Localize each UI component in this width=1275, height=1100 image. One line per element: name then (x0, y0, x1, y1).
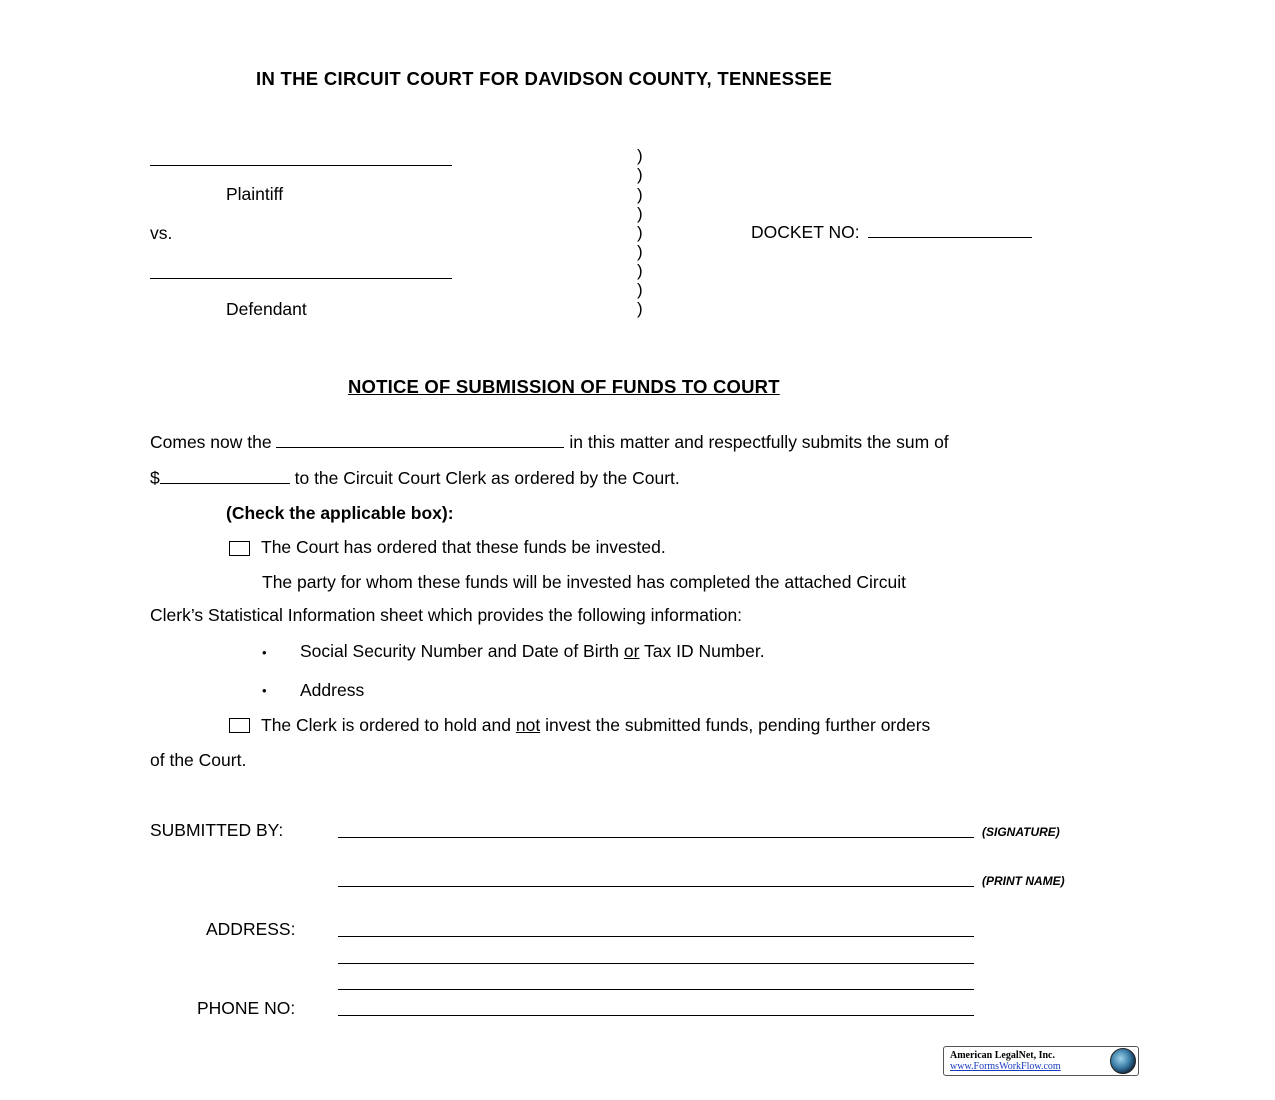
print-name-line[interactable] (338, 886, 974, 887)
caption-paren: ) (637, 223, 643, 242)
bullet-glyph: • (262, 645, 267, 660)
party-blank[interactable] (276, 446, 564, 448)
signature-hint: (SIGNATURE) (982, 825, 1060, 839)
caption-paren: ) (637, 165, 643, 184)
vs-label: vs. (150, 223, 173, 243)
hold-checkbox[interactable] (229, 718, 250, 733)
docket-number-blank[interactable] (868, 236, 1032, 238)
bullet-item-ssn (300, 641, 765, 662)
logo-company-name: American LegalNet, Inc. (950, 1050, 1055, 1061)
logo-url[interactable]: www.FormsWorkFlow.com (950, 1061, 1061, 1072)
phone-label: PHONE NO: (197, 998, 296, 1018)
check-instruction: (Check the applicable box): (226, 503, 454, 523)
submitted-by-label: SUBMITTED BY: (150, 820, 284, 840)
underlined-or: or (623, 641, 640, 661)
option-hold-line-2: of the Court. (150, 750, 247, 770)
caption-paren: ) (637, 204, 643, 223)
address-line-2[interactable] (338, 963, 974, 964)
bullet-text: Tax ID Number. (644, 641, 765, 661)
option-text: The Clerk is ordered to hold and (261, 715, 511, 735)
body-line-2 (150, 468, 680, 489)
bullet-glyph: • (262, 683, 267, 698)
bullet-text: Social Security Number and Date of Birth (300, 641, 620, 661)
option-text: invest the submitted funds, pending further orders (545, 715, 931, 735)
caption-paren: ) (637, 146, 643, 165)
address-line-1[interactable] (338, 936, 974, 937)
option-invest-detail-1: The party for whom these funds will be invested has completed the attached Circuit (262, 572, 906, 592)
body-text: Comes now the (150, 432, 272, 452)
defendant-name-line[interactable] (150, 278, 452, 279)
underlined-not: not (515, 715, 541, 735)
american-legalnet-logo[interactable] (943, 1046, 1139, 1076)
caption-paren: ) (637, 185, 643, 204)
dollar-sign: $ (150, 468, 160, 488)
defendant-label: Defendant (226, 299, 307, 319)
court-heading: IN THE CIRCUIT COURT FOR DAVIDSON COUNTY, TENNESSEE (256, 68, 833, 89)
caption-paren: ) (637, 280, 643, 299)
address-line-3[interactable] (338, 989, 974, 990)
caption-paren: ) (637, 261, 643, 280)
plaintiff-label: Plaintiff (226, 184, 284, 204)
docket-field (751, 222, 1032, 243)
print-name-hint: (PRINT NAME) (982, 874, 1065, 888)
globe-icon (1110, 1048, 1136, 1074)
docket-label: DOCKET NO: (751, 222, 860, 242)
phone-line[interactable] (338, 1015, 974, 1016)
body-text: to the Circuit Court Clerk as ordered by the Court. (294, 468, 680, 488)
option-invest-detail-2: Clerk’s Statistical Information sheet which provides the following information: (150, 605, 743, 625)
amount-blank[interactable] (160, 482, 290, 484)
body-text: in this matter and respectfully submits the sum of (569, 432, 949, 452)
invest-checkbox[interactable] (229, 541, 250, 556)
option-invest-label: The Court has ordered that these funds be invested. (261, 537, 666, 557)
address-label: ADDRESS: (206, 919, 296, 939)
document-title: NOTICE OF SUBMISSION OF FUNDS TO COURT (348, 376, 780, 397)
caption-paren: ) (637, 299, 643, 318)
caption-paren: ) (637, 242, 643, 261)
body-line-1 (150, 432, 949, 453)
plaintiff-name-line[interactable] (150, 165, 452, 166)
bullet-item-address: Address (300, 680, 365, 700)
option-hold-label (261, 715, 930, 736)
signature-line[interactable] (338, 837, 974, 838)
